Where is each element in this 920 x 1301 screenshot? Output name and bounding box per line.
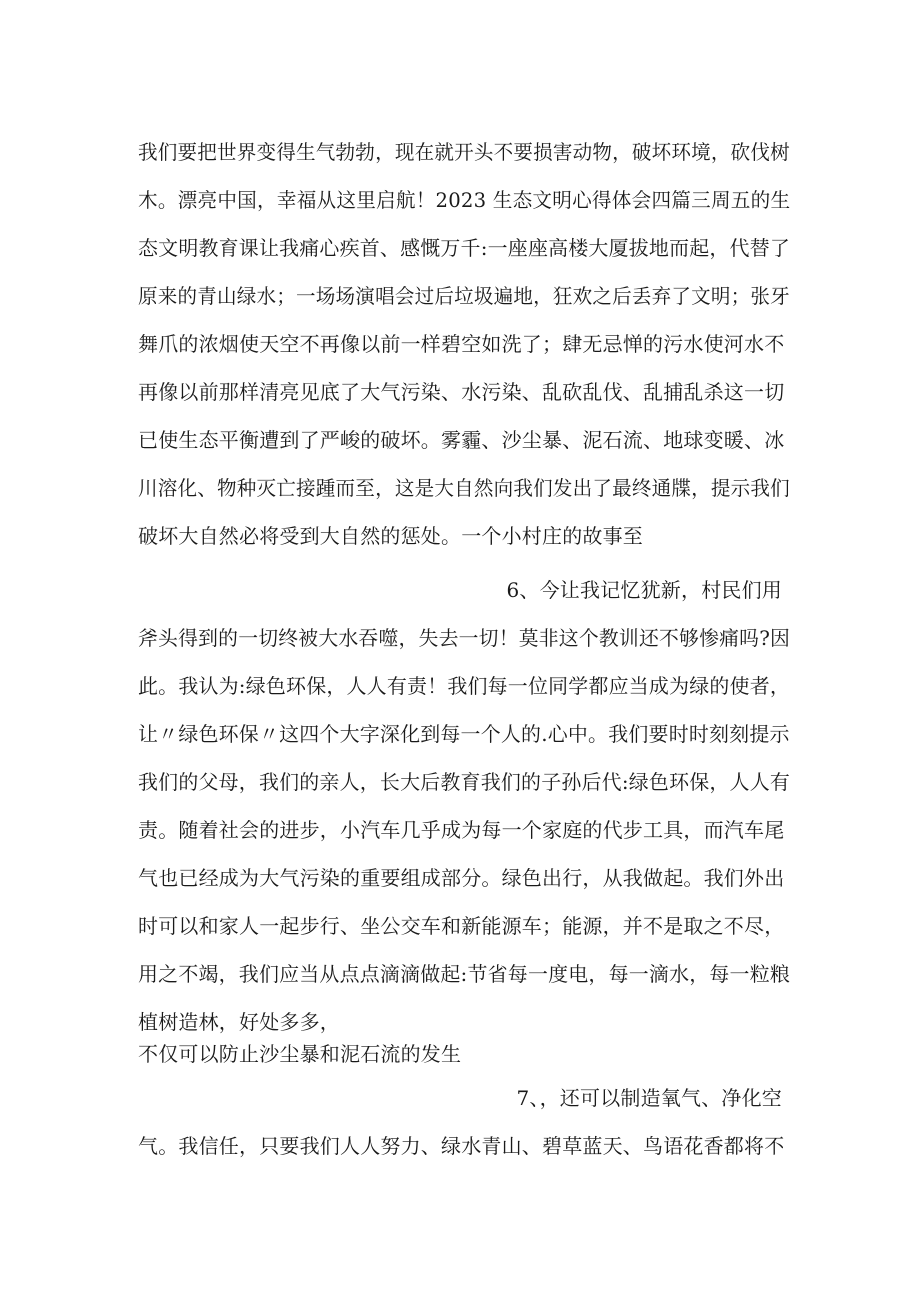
- text-line: 破坏大自然必将受到大自然的惩处。一个小村庄的故事至: [138, 524, 643, 548]
- text-line: 已使生态平衡遭到了严峻的破坏。雾霾、沙尘暴、泥石流、地球变暖、冰: [138, 428, 785, 452]
- text-line: 舞爪的浓烟使天空不再像以前一样碧空如洗了；肆无忌惮的污水使河水不: [138, 332, 785, 356]
- text-line: 斧头得到的一切终被大水吞噬，失去一切！莫非这个教训还不够惨痛吗?因: [138, 626, 791, 650]
- text-line: 原来的青山绿水；一场场演唱会过后垃圾遍地，狂欢之后丢弃了文明；张牙: [138, 284, 790, 308]
- text-line: 木。漂亮中国，幸福从这里启航！2023 生态文明心得体会四篇三周五的生: [138, 188, 791, 212]
- text-line: 再像以前那样清亮见底了大气污染、水污染、乱砍乱伐、乱捕乱杀这一切: [138, 380, 785, 404]
- text-line: 让〃绿色环保〃这四个大字深化到每一个人的.心中。我们要时时刻刻提示: [138, 722, 790, 746]
- section-heading-7: 7、，还可以制造氧气、净化空: [516, 1086, 782, 1110]
- text-line: 此。我认为:绿色环保，人人有责！我们每一位同学都应当成为绿的使者，: [138, 674, 791, 698]
- text-line: 川溶化、物种灭亡接踵而至，这是大自然向我们发出了最终通牒，提示我们: [138, 476, 790, 500]
- text-line: 我们要把世界变得生气勃勃，现在就开头不要损害动物，破坏环境，砍伐树: [138, 140, 790, 164]
- text-line: 态文明教育课让我痛心疾首、感慨万千:一座座高楼大厦拔地而起，代替了: [138, 236, 791, 260]
- section-heading-6: 6、今让我记忆犹新，村民们用: [506, 578, 782, 602]
- text-line: 植树造林，好处多多，: [138, 1010, 340, 1034]
- text-line: 责。随着社会的进步，小汽车几乎成为每一个家庭的代步工具，而汽车尾: [138, 818, 785, 842]
- text-line: 气。我信任，只要我们人人努力、绿水青山、碧草蓝天、鸟语花香都将不: [138, 1134, 785, 1158]
- text-line: 用之不竭，我们应当从点点滴滴做起:节省每一度电，每一滴水，每一粒粮: [138, 962, 791, 986]
- text-line: 时可以和家人一起步行、坐公交车和新能源车；能源，并不是取之不尽，: [138, 914, 785, 938]
- text-line: 不仅可以防止沙尘暴和泥石流的发生: [138, 1042, 462, 1066]
- text-line: 气也已经成为大气污染的重要组成部分。绿色出行，从我做起。我们外出: [138, 866, 785, 890]
- text-line: 我们的父母，我们的亲人，长大后教育我们的子孙后代:绿色环保，人人有: [138, 770, 791, 794]
